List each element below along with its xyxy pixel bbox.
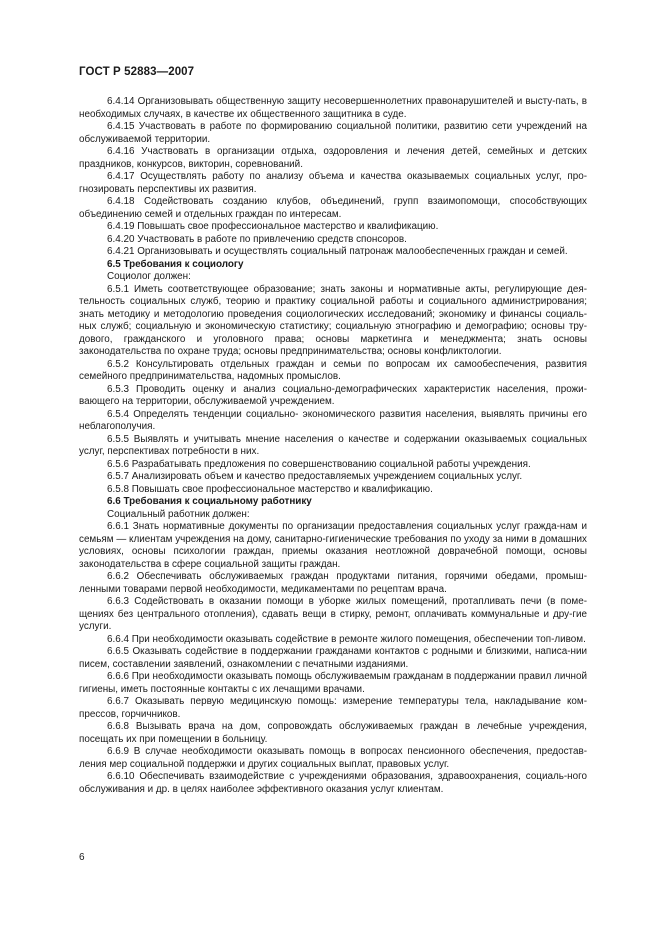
paragraph: 6.6.2 Обеспечивать обслуживаемых граждан продуктами питания, горячими обедами, промыш-ленными товарами первой необходимости, медикаментами по рецептам врача. [79, 571, 587, 595]
paragraph: 6.5.8 Повышать свое профессиональное мастерство и квалификацию. [107, 483, 433, 495]
paragraph: 6.4.16 Участвовать в организации отдыха, оздоровления и лечения детей, семейных и детских праздников, конкурсов, викторин, соревнований. [79, 146, 587, 170]
paragraph: 6.4.21 Организовывать и осуществлять социальный патронаж малообеспеченных граждан и семей. [107, 246, 568, 257]
page-number: 6 [79, 852, 85, 863]
paragraph: Социолог должен: [107, 271, 191, 282]
paragraph: 6.5.2 Консультировать отдельных граждан и семьи по вопросам их самообеспечения, развития семейного предпринимательства, надомных промыслов. [79, 358, 587, 382]
paragraph: 6.4.14 Организовывать общественную защиту несовершеннолетних правонарушителей и высту-пать, в необходимых случаях, в качестве их общественного защитника в суде. [79, 96, 587, 120]
paragraph: 6.6.9 В случае необходимости оказывать помощь в вопросах пенсионного обеспечения, предостав-ления мер социальной поддержки и других социальных выплат, правовых услуг. [79, 746, 587, 770]
paragraph: Социальный работник должен: [107, 508, 250, 520]
paragraph: 6.4.20 Участвовать в работе по привлечению средств спонсоров. [107, 233, 407, 245]
paragraph: 6.6.6 При необходимости оказывать помощь обслуживаемым гражданам в поддержании правил личной гигиены, иметь постоянные контакты с их лечащими врачами. [79, 671, 587, 695]
paragraph: 6.5.5 Выявлять и учитывать мнение населения о качестве и содержании оказываемых социальных услуг, перспективах потребности в них. [79, 433, 587, 457]
paragraph: 6.5.1 Иметь соответствующее образование; знать законы и нормативные акты, регулирующие дея-тельность социальных служб, теорию и практику социальной работы и социального администрирования; знать методику и методологию проведения социологических исследований; экономику и финансы социаль-ных служб; социальную и экономическую статистику; социальную этнографию и демографию; основы тру-дового, гражданского и уголовного права; основы маркетинга и менеджмента; знать основы законодательства по охране труда; основы предпринимательства; основы конфликтологии. [79, 283, 587, 357]
paragraph: 6.5.3 Проводить оценку и анализ социально-демографических характеристик населения, прожи-вающего на территории, обслуживаемой учреждением. [79, 383, 587, 407]
paragraph: 6.6.1 Знать нормативные документы по организации предоставления социальных услуг гражда-нам и семьям — клиентам учреждения на дому, санитарно-гигиенические требования по уходу за ними в домашних условиях, основы психологии граждан, приемы оказания неотложной доврачебной помощи, основы законодательства в сфере социальной защиты граждан. [79, 521, 587, 570]
paragraph: 6.5.6 Разрабатывать предложения по совершенствованию социальной работы учреждения. [107, 458, 531, 470]
document-header: ГОСТ Р 52883—2007 [79, 66, 195, 78]
paragraph: 6.4.15 Участвовать в работе по формированию социальной политики, развитию сети учреждений на обслуживаемой территории. [79, 121, 587, 145]
paragraph: 6.5.7 Анализировать объем и качество предоставляемых учреждением социальных услуг. [107, 471, 523, 482]
paragraph: 6.6.4 При необходимости оказывать содействие в ремонте жилого помещения, обеспечении топ-ливом. [107, 633, 586, 645]
paragraph: 6.4.18 Содействовать созданию клубов, объединений, групп взаимопомощи, способствующих объединению семей и отдельных граждан по интересам. [79, 196, 587, 220]
paragraph: 6.6.8 Вызывать врача на дом, сопровождать обслуживаемых граждан в лечебные учреждения, посещать их при помещении в больницу. [79, 721, 587, 745]
paragraph: 6.4.19 Повышать свое профессиональное мастерство и квалификацию. [107, 221, 439, 232]
paragraph: 6.6.7 Оказывать первую медицинскую помощь: измерение температуры тела, накладывание ком-прессов, горчичников. [79, 696, 587, 720]
paragraph: 6.6.5 Оказывать содействие в поддержании гражданами контактов с родными и близкими, написа-нии писем, составлении заявлений, ознакомлении с печатными изданиями. [79, 646, 587, 670]
paragraph: 6.5.4 Определять тенденции социально- экономического развития населения, выявлять причины его неблагополучия. [79, 408, 587, 432]
section-heading: 6.5 Требования к социологу [107, 258, 244, 270]
document-body [79, 96, 587, 796]
paragraph: 6.6.3 Содействовать в оказании помощи в уборке жилых помещений, протапливать печи (в поме-щениях без центрального отопления), сдавать вещи в стирку, ремонт, оплачивать коммунальные и дру-гие услуги. [79, 596, 587, 632]
section-heading: 6.6 Требования к социальному работнику [107, 496, 312, 507]
paragraph: 6.6.10 Обеспечивать взаимодействие с учреждениями образования, здравоохранения, социаль-ного обслуживания и др. в целях наиболее эффективного оказания услуг клиентам. [79, 771, 587, 795]
paragraph: 6.4.17 Осуществлять работу по анализу объема и качества оказываемых социальных услуг, про-гнозировать перспективы их развития. [79, 171, 587, 195]
